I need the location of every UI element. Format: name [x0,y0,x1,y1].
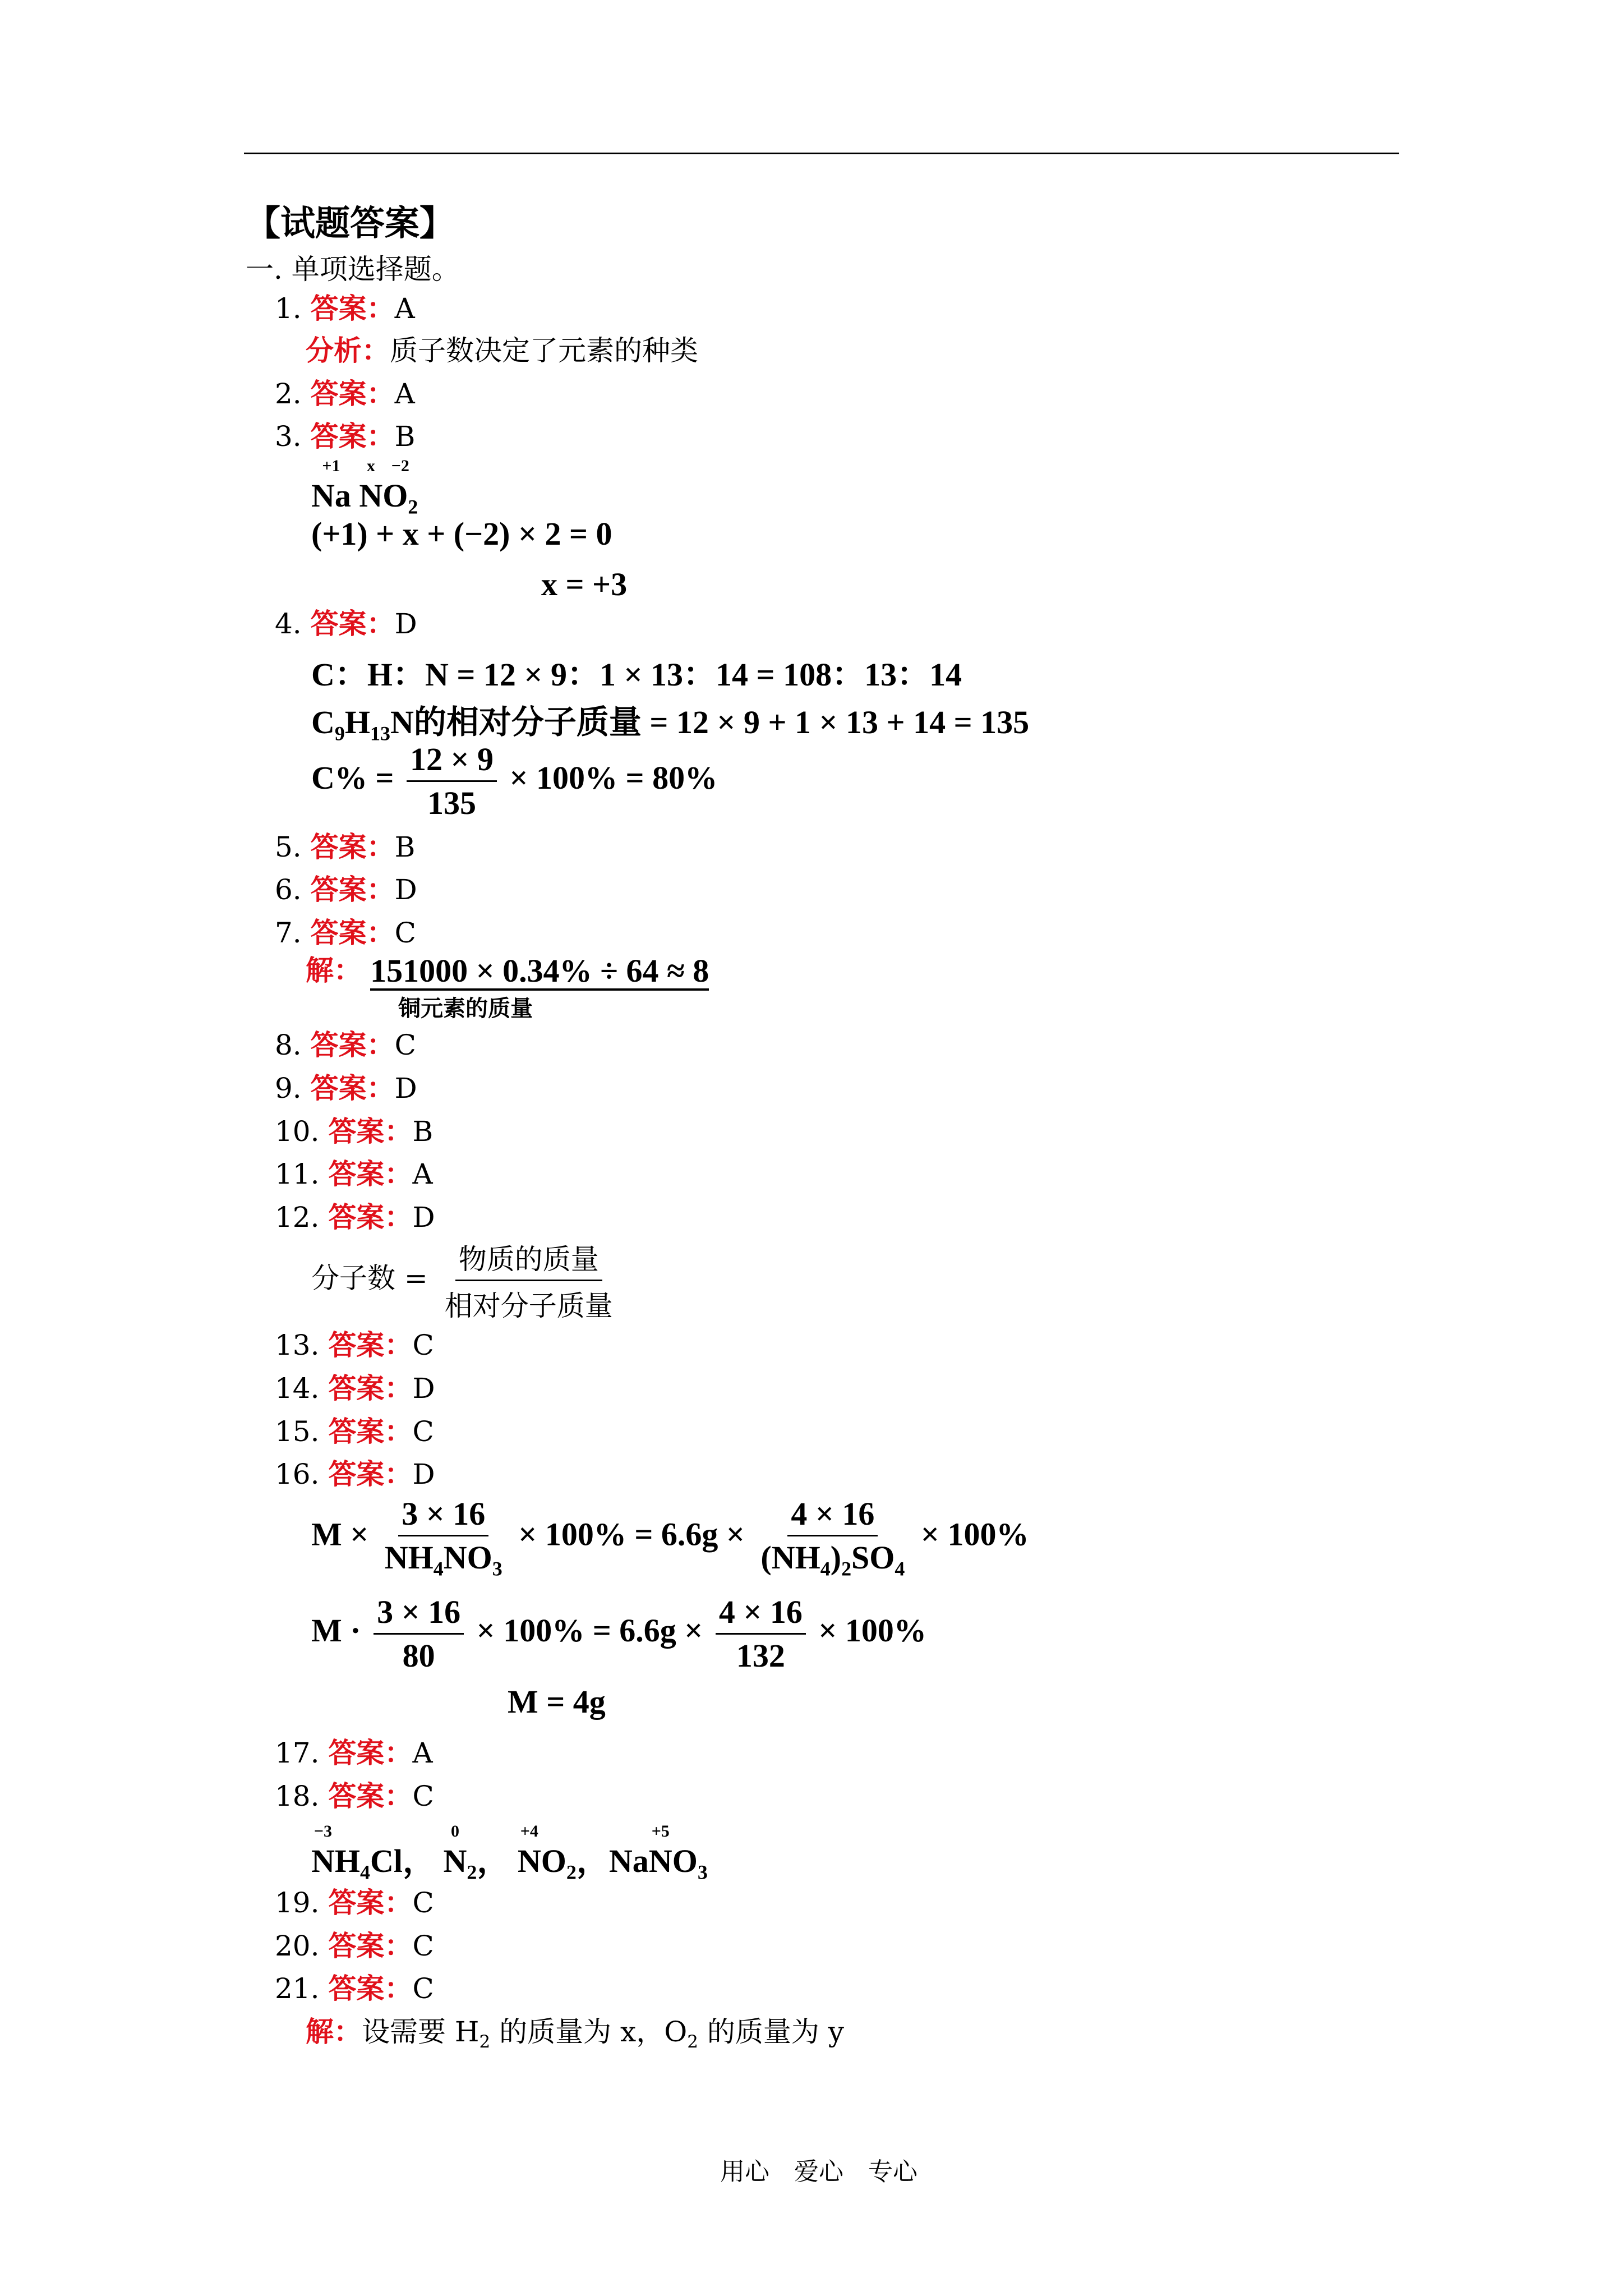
answer-line-10: 10. 答案：B [275,1115,434,1148]
formula-q12: 分子数 = $\frac{\text{物质的质量}}{\text{相对分子质量}}$ [311,1237,621,1324]
equation-q16-3: M = 4g [508,1683,606,1720]
answer-line-7: 7. 答案：C [275,916,416,949]
oxidation-states-q18: −3 $NH_4Cl$， 0 $N_2$， +4 $NO_2$，Na +5 $NO_3$ [311,1822,708,1884]
answer-line-14: 14. 答案：D [275,1372,435,1405]
answer-line-11: 11. 答案：A [275,1157,433,1190]
answer-line-6: 6. 答案：D [275,873,417,906]
page-footer: 用心 爱心 专心 [720,2157,917,2186]
solution-q21: 解：设需要 $H_2$ 的质量为 x，$O_2$ 的质量为 y [306,2015,844,2052]
analysis-line-1: 分析：质子数决定了元素的种类 [306,334,698,367]
answer-line-9: 9. 答案：D [275,1071,417,1105]
answer-line-3: 3. 答案：B [275,420,416,453]
oxidation-formula-nano2: +1 Na x N −2 $O_2$ [311,457,418,518]
answer-line-5: 5. 答案：B [275,830,416,863]
answer-line-18: 18. 答案：C [275,1779,434,1812]
answer-line-17: 17. 答案：A [275,1736,433,1769]
equation-q4-percent: C% = $\frac{12 \times 9}{135}$ × 100% = 80% [311,741,718,821]
equation-q16-1: M × $\frac{3 \times 16}{NH_4NO_3}$ × 100% = 6.6g × $\frac{4 \times 16}{(NH_4)_2SO_4}$ × 100% [311,1496,1029,1580]
section-heading: 一. 单项选择题。 [246,253,460,286]
equation-q16-2: M · $\frac{3 \times 16}{80}$ × 100% = 6.6g × $\frac{4 \times 16}{132}$ × 100% [311,1594,926,1674]
answer-line-15: 15. 答案：C [275,1415,434,1448]
answer-line-1: 1. 答案：A [275,292,415,325]
equation-q4-ratio: C：H：N = 12 × 9：1 × 13：14 = 108：13：14 [311,656,962,693]
answer-line-8: 8. 答案：C [275,1028,416,1061]
answer-line-2: 2. 答案：A [275,377,415,410]
answer-line-20: 20. 答案：C [275,1929,434,1962]
answer-line-21: 21. 答案：C [275,1972,434,2005]
header-rule [244,153,1399,154]
equation-q3-2: x = +3 [541,566,628,602]
page-title: 【试题答案】 [246,203,455,243]
equation-q3-1: (+1) + x + (−2) × 2 = 0 [311,516,612,552]
equation-q4-mass: $C_9H_{13}N$的相对分子质量 = 12 × 9 + 1 × 13 + 14 = 135 [311,704,1030,745]
answer-line-12: 12. 答案：D [275,1200,435,1234]
answer-line-19: 19. 答案：C [275,1886,434,1919]
answer-line-13: 13. 答案：C [275,1328,434,1361]
answer-line-16: 16. 答案：D [275,1457,435,1490]
solution-q7: 解： 151000 × 0.34% ÷ 64 ≈ 8 铜元素的质量 [306,953,709,1022]
answer-line-4: 4. 答案：D [275,607,417,640]
